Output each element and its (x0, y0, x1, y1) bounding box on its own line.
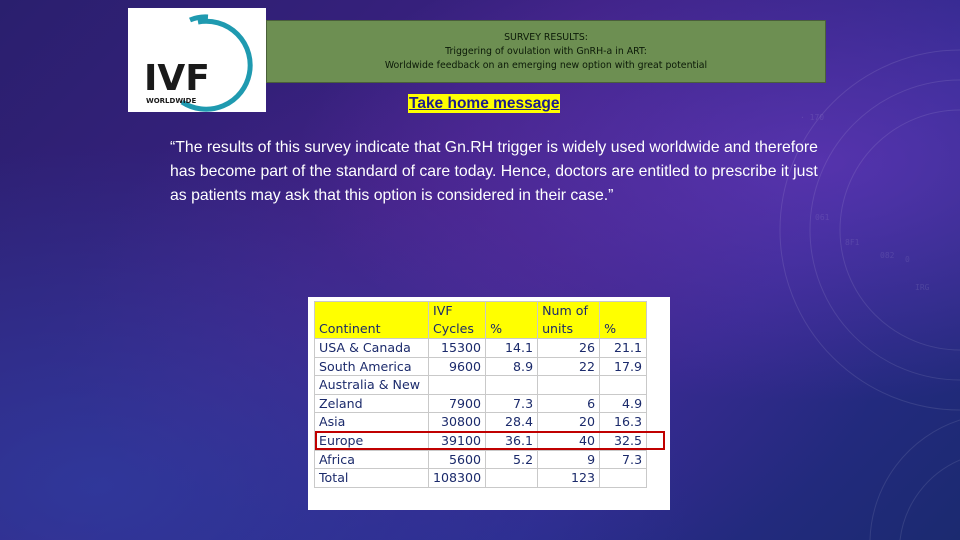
cell-continent: USA & Canada (315, 339, 429, 358)
cell-cycles: 108300 (429, 469, 486, 488)
take-home-heading: Take home message (409, 95, 560, 112)
table-row (315, 413, 647, 432)
header-ivf-cycles: IVF Cycles (429, 302, 486, 339)
cell-continent: Asia (315, 413, 429, 432)
cell-units: 22 (538, 357, 600, 376)
cell-units-percent: 21.1 (600, 339, 647, 358)
cell-cycles-percent: 5.2 (486, 450, 538, 469)
logo-graphic (128, 8, 266, 112)
cell-units (538, 376, 600, 395)
cell-units: 20 (538, 413, 600, 432)
cell-continent: Total (315, 469, 429, 488)
svg-text:· 170: · 170 (800, 113, 825, 122)
svg-text:0: 0 (905, 255, 910, 264)
cell-continent: South America (315, 357, 429, 376)
cell-units: 6 (538, 394, 600, 413)
cell-units-percent: 4.9 (600, 394, 647, 413)
header-percent-cycles: % (486, 302, 538, 339)
cell-units-percent: 17.9 (600, 357, 647, 376)
cell-continent: Australia & New (315, 376, 429, 395)
table-row (315, 394, 647, 413)
logo-subtext: WORLDWIDE (146, 97, 197, 105)
table-row (315, 450, 647, 469)
cell-cycles-percent: 7.3 (486, 394, 538, 413)
header-continent: Continent (315, 302, 429, 339)
cell-units-percent: 7.3 (600, 450, 647, 469)
banner-line-2: Triggering of ovulation with GnRH-a in ART: (445, 45, 647, 57)
svg-text:061: 061 (815, 213, 830, 222)
banner-line-3: Worldwide feedback on an emerging new option with great potential (384, 59, 708, 71)
cell-cycles-percent: 36.1 (486, 431, 538, 450)
ivf-worldwide-logo (128, 8, 266, 112)
svg-text:082: 082 (880, 251, 895, 260)
cell-cycles: 30800 (429, 413, 486, 432)
logo-text: IVF (144, 58, 210, 99)
cell-continent: Zeland (315, 394, 429, 413)
table-row-total (315, 469, 647, 488)
cell-units-percent: 32.5 (600, 431, 647, 450)
banner-line-1: SURVEY RESULTS: (504, 31, 588, 43)
cell-cycles: 5600 (429, 450, 486, 469)
table-row (315, 357, 647, 376)
cell-cycles-percent: 28.4 (486, 413, 538, 432)
cell-cycles: 7900 (429, 394, 486, 413)
cell-cycles-percent: 8.9 (486, 357, 538, 376)
results-table-image (308, 297, 670, 510)
cell-units: 40 (538, 431, 600, 450)
survey-banner (266, 20, 826, 83)
table-row (315, 376, 647, 395)
cell-units-percent (600, 376, 647, 395)
cell-units: 123 (538, 469, 600, 488)
table-row (315, 339, 647, 358)
cell-units-percent: 16.3 (600, 413, 647, 432)
cell-cycles: 15300 (429, 339, 486, 358)
quote-text: “The results of this survey indicate that Gn.RH trigger is widely used worldwide and therefore has become part of the standard of care today. Hence, doctors are entitled to prescribe it just as patients may ask that this option is considered in their case.” (170, 139, 818, 204)
cell-cycles-percent (486, 469, 538, 488)
table-header-row (315, 302, 647, 339)
header-percent-units: % (600, 302, 647, 339)
cell-units: 26 (538, 339, 600, 358)
svg-text:8F1: 8F1 (845, 238, 860, 247)
cell-continent: Africa (315, 450, 429, 469)
europe-highlight-box (315, 431, 665, 450)
svg-text:IRG: IRG (915, 283, 930, 292)
cell-cycles-percent: 14.1 (486, 339, 538, 358)
header-num-units: Num of units (538, 302, 600, 339)
cell-cycles: 9600 (429, 357, 486, 376)
cell-units: 9 (538, 450, 600, 469)
cell-cycles: 39100 (429, 431, 486, 450)
cell-cycles-percent (486, 376, 538, 395)
cell-continent: Europe (315, 431, 429, 450)
cell-cycles (429, 376, 486, 395)
results-table (314, 301, 647, 488)
cell-units-percent (600, 469, 647, 488)
